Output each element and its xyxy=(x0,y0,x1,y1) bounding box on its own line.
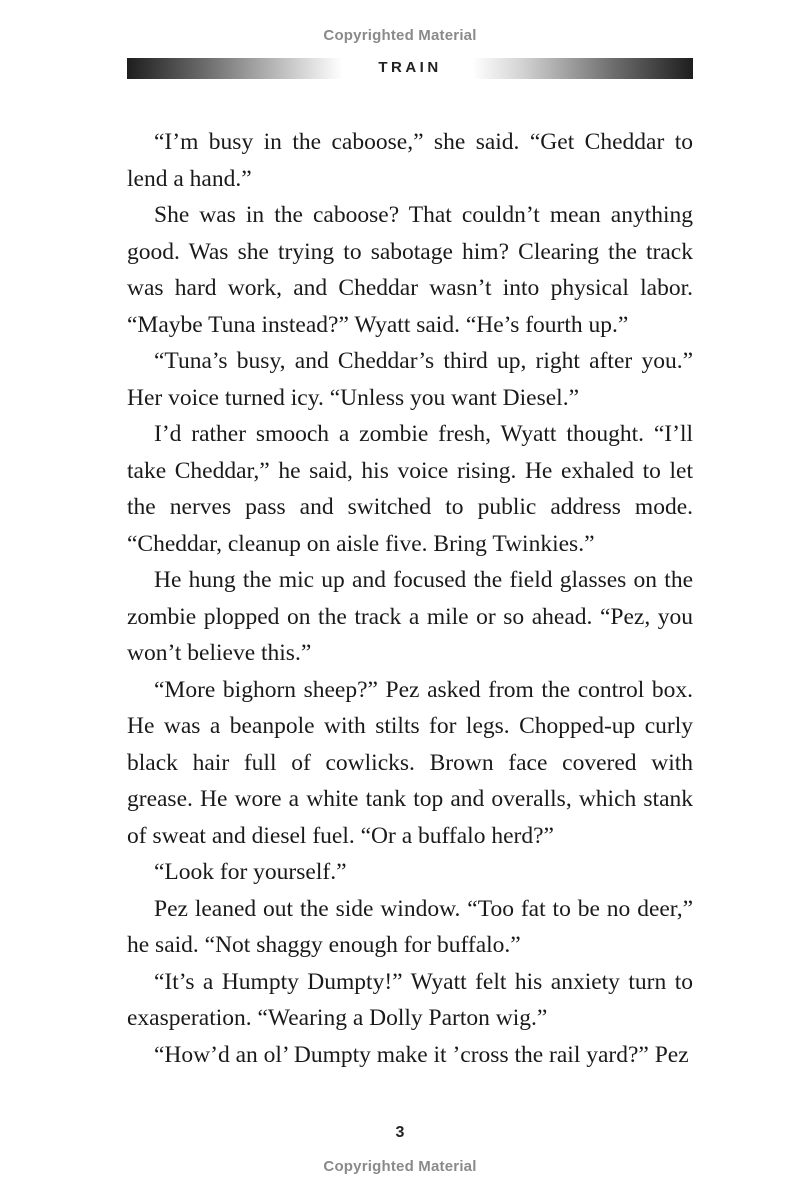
paragraph: He hung the mic up and focused the field glasses on the zombie plopped on the track a mile or so ahead. “Pez, you won’t believe this.” xyxy=(127,567,693,666)
paragraph: “I’m busy in the caboose,” she said. “Get Cheddar to lend a hand.” xyxy=(127,129,693,192)
page-body-text xyxy=(127,124,693,1073)
paragraph: “It’s a Humpty Dumpty!” Wyatt felt his anxiety turn to exasperation. “Wearing a Dolly Parton wig.” xyxy=(127,968,693,1031)
running-head-title: TRAIN xyxy=(378,59,442,76)
paragraph: “More bighorn sheep?” Pez asked from the control box. He was a beanpole with stilts for legs. Chopped-up curly black hair full of cowlicks. Brown face covered with grease. He wore a white tank top and overalls, which stank of sweat and diesel fuel. “Or a buffalo herd?” xyxy=(127,676,693,849)
copyright-watermark-bottom: Copyrighted Material xyxy=(323,1158,477,1175)
running-head-bar xyxy=(127,58,693,79)
paragraph: Pez leaned out the side window. “Too fat to be no deer,” he said. “Not shaggy enough for buffalo.” xyxy=(127,895,693,958)
paragraph: “How’d an ol’ Dumpty make it ’cross the rail yard?” Pez xyxy=(154,1041,689,1068)
paragraph: “Look for yourself.” xyxy=(154,859,347,885)
paragraph: She was in the caboose? That couldn’t mean anything good. Was she trying to sabotage him? Clearing the track was hard work, and Cheddar wasn’t into physical labor. “Maybe Tuna instead?” Wyatt said. “He’s fourth up.” xyxy=(127,202,693,338)
copyright-watermark-top: Copyrighted Material xyxy=(323,27,477,44)
paragraph: I’d rather smooch a zombie fresh, Wyatt thought. “I’ll take Cheddar,” he said, his voice rising. He exhaled to let the nerves pass and switched to public address mode. “Cheddar, cleanup on aisle five. Bring Twinkies.” xyxy=(127,421,693,557)
page-number: 3 xyxy=(395,1124,405,1141)
paragraph: “Tuna’s busy, and Cheddar’s third up, right after you.” Her voice turned icy. “Unless you want Diesel.” xyxy=(127,348,693,411)
